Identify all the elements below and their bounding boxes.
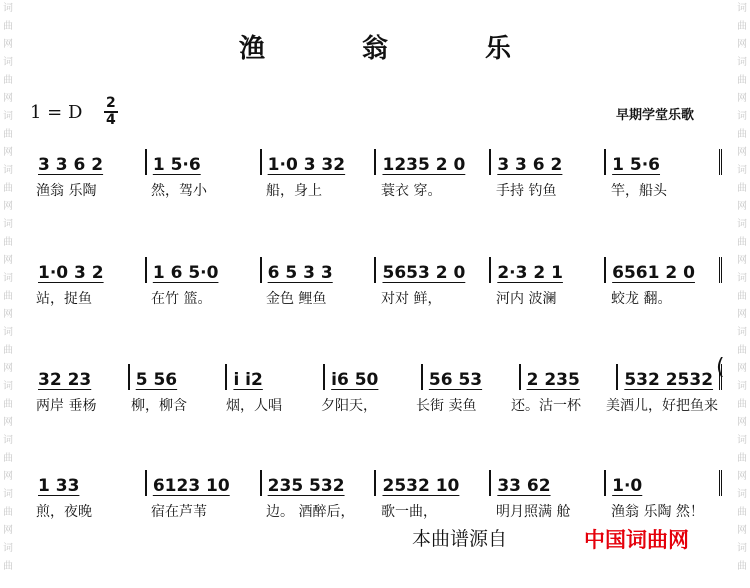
measure xyxy=(376,149,491,175)
lyric-segment: 长街 卖鱼 xyxy=(416,398,477,414)
watermark-char: 网 xyxy=(3,525,13,536)
lyric-segment: 夕阳天， xyxy=(321,398,377,414)
measure xyxy=(491,149,606,175)
measure-notes: 3 3 6 2 xyxy=(497,155,563,175)
key-signature: 1 = D xyxy=(30,102,83,123)
watermark-char: 曲 xyxy=(3,291,13,302)
lyric-segment: 美酒儿，好把鱼来 xyxy=(606,398,718,414)
measure xyxy=(606,470,722,496)
watermark-char: 词 xyxy=(737,111,747,122)
measure xyxy=(32,364,130,390)
watermark-char: 网 xyxy=(3,255,13,266)
watermark-char: 网 xyxy=(737,363,747,374)
watermark-char: 曲 xyxy=(737,453,747,464)
watermark-char: 网 xyxy=(737,93,747,104)
measure xyxy=(32,149,147,175)
watermark-char: 词 xyxy=(3,381,13,392)
lyric-segment: 两岸 垂杨 xyxy=(36,398,97,414)
measure-notes: 3 3 6 2 xyxy=(38,155,104,175)
watermark-left xyxy=(1,0,15,576)
watermark-char: 词 xyxy=(3,273,13,284)
measure xyxy=(376,257,491,283)
watermark-char: 网 xyxy=(3,93,13,104)
watermark-char: 网 xyxy=(737,201,747,212)
notation-line xyxy=(32,145,722,175)
watermark-char: 词 xyxy=(3,111,13,122)
watermark-char: 曲 xyxy=(3,21,13,32)
measure xyxy=(262,470,377,496)
watermark-char: 网 xyxy=(737,255,747,266)
measure-notes: 1235 2 0 xyxy=(382,155,466,175)
lyric-segment: 手持 钓鱼 xyxy=(496,183,557,199)
measure-notes: 1 33 xyxy=(38,476,80,496)
measure-notes: 33 62 xyxy=(497,476,551,496)
lyric-segment: 在竹 篮。 xyxy=(151,291,212,307)
watermark-char: 词 xyxy=(737,327,747,338)
notation-line xyxy=(32,466,722,496)
watermark-char: 曲 xyxy=(737,183,747,194)
measure-notes: 1·0 3 2 xyxy=(38,263,104,283)
lyric-segment: 金色 鲤鱼 xyxy=(266,291,327,307)
notation-line xyxy=(32,360,722,390)
watermark-char: 词 xyxy=(737,435,747,446)
score-row-1 xyxy=(32,145,722,201)
score-row-3 xyxy=(32,360,722,416)
watermark-char: 曲 xyxy=(737,237,747,248)
measure xyxy=(262,257,377,283)
watermark-char: 曲 xyxy=(737,129,747,140)
watermark-char: 曲 xyxy=(737,21,747,32)
watermark-char: 词 xyxy=(737,165,747,176)
watermark-char: 词 xyxy=(737,57,747,68)
lyrics-line xyxy=(32,179,722,201)
watermark-char: 词 xyxy=(737,381,747,392)
watermark-char: 曲 xyxy=(3,183,13,194)
watermark-char: 曲 xyxy=(3,345,13,356)
measure-notes: 1 6 5·0 xyxy=(152,263,219,283)
watermark-char: 曲 xyxy=(737,399,747,410)
watermark-char: 网 xyxy=(3,363,13,374)
measure xyxy=(521,364,619,390)
watermark-char: 词 xyxy=(3,327,13,338)
watermark-char: 网 xyxy=(3,417,13,428)
watermark-char: 词 xyxy=(737,273,747,284)
watermark-char: 曲 xyxy=(3,399,13,410)
measure-notes: 6561 2 0 xyxy=(612,263,695,283)
lyric-segment: 竿，船头 xyxy=(611,183,667,199)
lyric-segment: 船，身上 xyxy=(266,183,322,199)
measure-notes: 2532 10 xyxy=(382,476,460,496)
watermark-char: 网 xyxy=(3,309,13,320)
watermark-char: 曲 xyxy=(737,345,747,356)
watermark-char: 曲 xyxy=(3,75,13,86)
watermark-char: 网 xyxy=(737,525,747,536)
watermark-char: 网 xyxy=(737,417,747,428)
measure-notes: 6 5 3 3 xyxy=(267,263,333,283)
notation-line xyxy=(32,253,722,283)
watermark-char: 词 xyxy=(3,219,13,230)
measure-notes: 5 56 xyxy=(135,370,178,390)
lyric-segment: 歌一曲， xyxy=(381,504,437,520)
watermark-char: 词 xyxy=(3,543,13,554)
watermark-char: 曲 xyxy=(3,129,13,140)
watermark-char: 曲 xyxy=(737,291,747,302)
lyric-segment: 柳，柳含 xyxy=(131,398,187,414)
watermark-char: 曲 xyxy=(3,237,13,248)
watermark-char: 词 xyxy=(3,489,13,500)
watermark-char: 曲 xyxy=(737,75,747,86)
lyric-segment: 蛟龙 翻。 xyxy=(611,291,672,307)
measure xyxy=(32,257,147,283)
lyrics-line xyxy=(32,394,722,416)
measure-notes: 6123 10 xyxy=(152,476,230,496)
lyric-segment: 蓑衣 穿。 xyxy=(381,183,442,199)
measure xyxy=(147,470,262,496)
watermark-char: 词 xyxy=(737,489,747,500)
measure-notes: i6 50 xyxy=(331,370,379,390)
measure-notes: 1 5·6 xyxy=(612,155,661,175)
measure-notes: 2·3 2 1 xyxy=(497,263,563,283)
watermark-char: 网 xyxy=(737,39,747,50)
lyrics-line xyxy=(32,500,722,522)
measure xyxy=(618,364,722,390)
lyric-segment: 站，捉鱼 xyxy=(36,291,92,307)
lyric-segment: 烟，人唱 xyxy=(226,398,282,414)
lyric-segment: 然，驾小 xyxy=(151,183,207,199)
score-row-2 xyxy=(32,253,722,309)
measure xyxy=(491,470,606,496)
watermark-char: 网 xyxy=(3,147,13,158)
measure-notes: 235 532 xyxy=(267,476,345,496)
lyric-segment: 宿在芦苇 xyxy=(151,504,207,520)
measure-notes: 532 2532 xyxy=(624,370,714,390)
song-title: 渔 翁 乐 xyxy=(238,34,556,64)
watermark-char: 网 xyxy=(737,471,747,482)
watermark-char: 曲 xyxy=(3,507,13,518)
song-source: 早期学堂乐歌 xyxy=(615,108,694,123)
lyric-segment: 煎，夜晚 xyxy=(36,504,92,520)
watermark-char: 网 xyxy=(3,39,13,50)
measure xyxy=(147,149,262,175)
measure xyxy=(32,470,147,496)
measure xyxy=(325,364,423,390)
measure-notes: 5653 2 0 xyxy=(382,263,466,283)
measure xyxy=(606,149,722,175)
measure xyxy=(606,257,722,283)
lyric-segment: 渔翁 乐陶 然！ xyxy=(611,504,704,520)
measure xyxy=(227,364,325,390)
measure-notes: 1 5·6 xyxy=(152,155,201,175)
watermark-char: 网 xyxy=(737,147,747,158)
watermark-char: 词 xyxy=(737,3,747,14)
bracket-symbol: ( xyxy=(716,355,725,380)
lyric-segment: 边。 酒醉后， xyxy=(266,504,355,520)
watermark-char: 网 xyxy=(737,309,747,320)
measure-notes: 1·0 3 32 xyxy=(267,155,346,175)
watermark-char: 曲 xyxy=(3,561,13,572)
watermark-char: 曲 xyxy=(737,561,747,572)
measure xyxy=(491,257,606,283)
footer-brand-link[interactable]: 中国词曲网 xyxy=(584,528,689,552)
watermark-right xyxy=(735,0,749,576)
measure-notes: 2 235 xyxy=(526,370,580,390)
lyric-segment: 对对 鲜， xyxy=(381,291,442,307)
watermark-char: 词 xyxy=(3,3,13,14)
watermark-char: 词 xyxy=(3,165,13,176)
watermark-char: 词 xyxy=(3,435,13,446)
watermark-char: 曲 xyxy=(737,507,747,518)
measure xyxy=(130,364,228,390)
watermark-char: 网 xyxy=(3,471,13,482)
lyric-segment: 渔翁 乐陶 xyxy=(36,183,97,199)
measure xyxy=(423,364,521,390)
watermark-char: 词 xyxy=(737,219,747,230)
measure-notes: 56 53 xyxy=(428,370,483,390)
measure-notes: 32 23 xyxy=(38,370,92,390)
measure-notes: 1·0 xyxy=(612,476,643,496)
score-row-4 xyxy=(32,466,722,522)
measure xyxy=(376,470,491,496)
watermark-char: 词 xyxy=(737,543,747,554)
measure xyxy=(147,257,262,283)
meter-denominator: 4 xyxy=(106,112,116,128)
lyric-segment: 河内 波澜 xyxy=(496,291,557,307)
lyric-segment: 还。沽一杯 xyxy=(511,398,581,414)
time-signature xyxy=(104,96,118,128)
measure xyxy=(262,149,377,175)
watermark-char: 曲 xyxy=(3,453,13,464)
watermark-char: 网 xyxy=(3,201,13,212)
watermark-char: 词 xyxy=(3,57,13,68)
footer-source-text: 本曲谱源自 xyxy=(412,528,508,550)
lyric-segment: 明月照满 舱 xyxy=(496,504,571,520)
measure-notes: i i2 xyxy=(233,370,263,390)
lyrics-line xyxy=(32,287,722,309)
meter-numerator: 2 xyxy=(106,95,116,111)
